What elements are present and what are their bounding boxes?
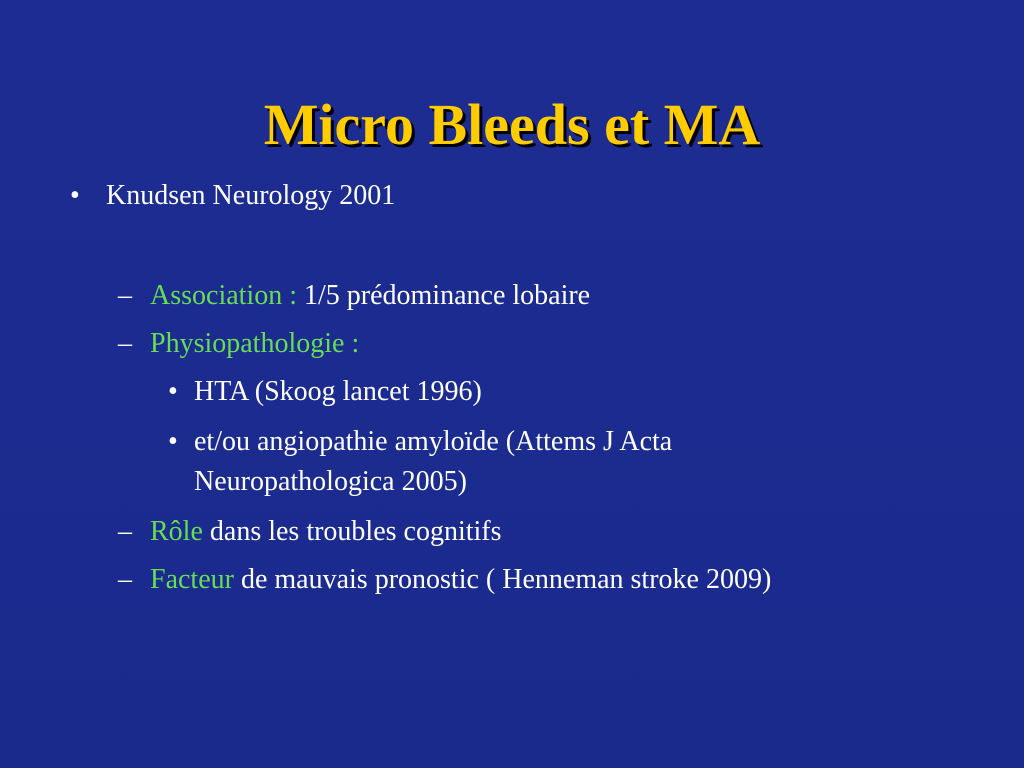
item-text-association: 1/5 prédominance lobaire	[297, 280, 591, 311]
bullet-icon: •	[70, 180, 80, 211]
list-item-physiopathologie	[150, 328, 359, 360]
list-item-role	[150, 516, 502, 548]
item-text-role: dans les troubles cognitifs	[202, 516, 502, 547]
dash-icon: –	[118, 564, 132, 595]
dash-icon: –	[118, 280, 132, 311]
keyword-association: Association :	[150, 280, 297, 311]
level1-text: Knudsen Neurology 2001	[106, 180, 396, 211]
subitem-angiopathie-line2: Neuropathologica 2005)	[194, 466, 467, 497]
list-item-association	[150, 280, 590, 312]
subitem-hta: HTA (Skoog lancet 1996)	[194, 376, 482, 407]
keyword-physiopathologie: Physiopathologie :	[150, 328, 360, 359]
keyword-facteur: Facteur	[150, 564, 234, 595]
bullet-icon: •	[168, 376, 178, 407]
slide-title: Micro Bleeds et MA	[263, 92, 761, 157]
keyword-role: Rôle	[150, 516, 203, 547]
dash-icon: –	[118, 328, 132, 359]
item-text-facteur: de mauvais pronostic ( Henneman stroke 2009)	[233, 564, 772, 595]
subitem-angiopathie-line1: et/ou angiopathie amyloïde (Attems J Acta	[194, 426, 673, 457]
bullet-icon: •	[168, 426, 178, 457]
list-item-facteur	[150, 564, 771, 596]
dash-icon: –	[118, 516, 132, 547]
